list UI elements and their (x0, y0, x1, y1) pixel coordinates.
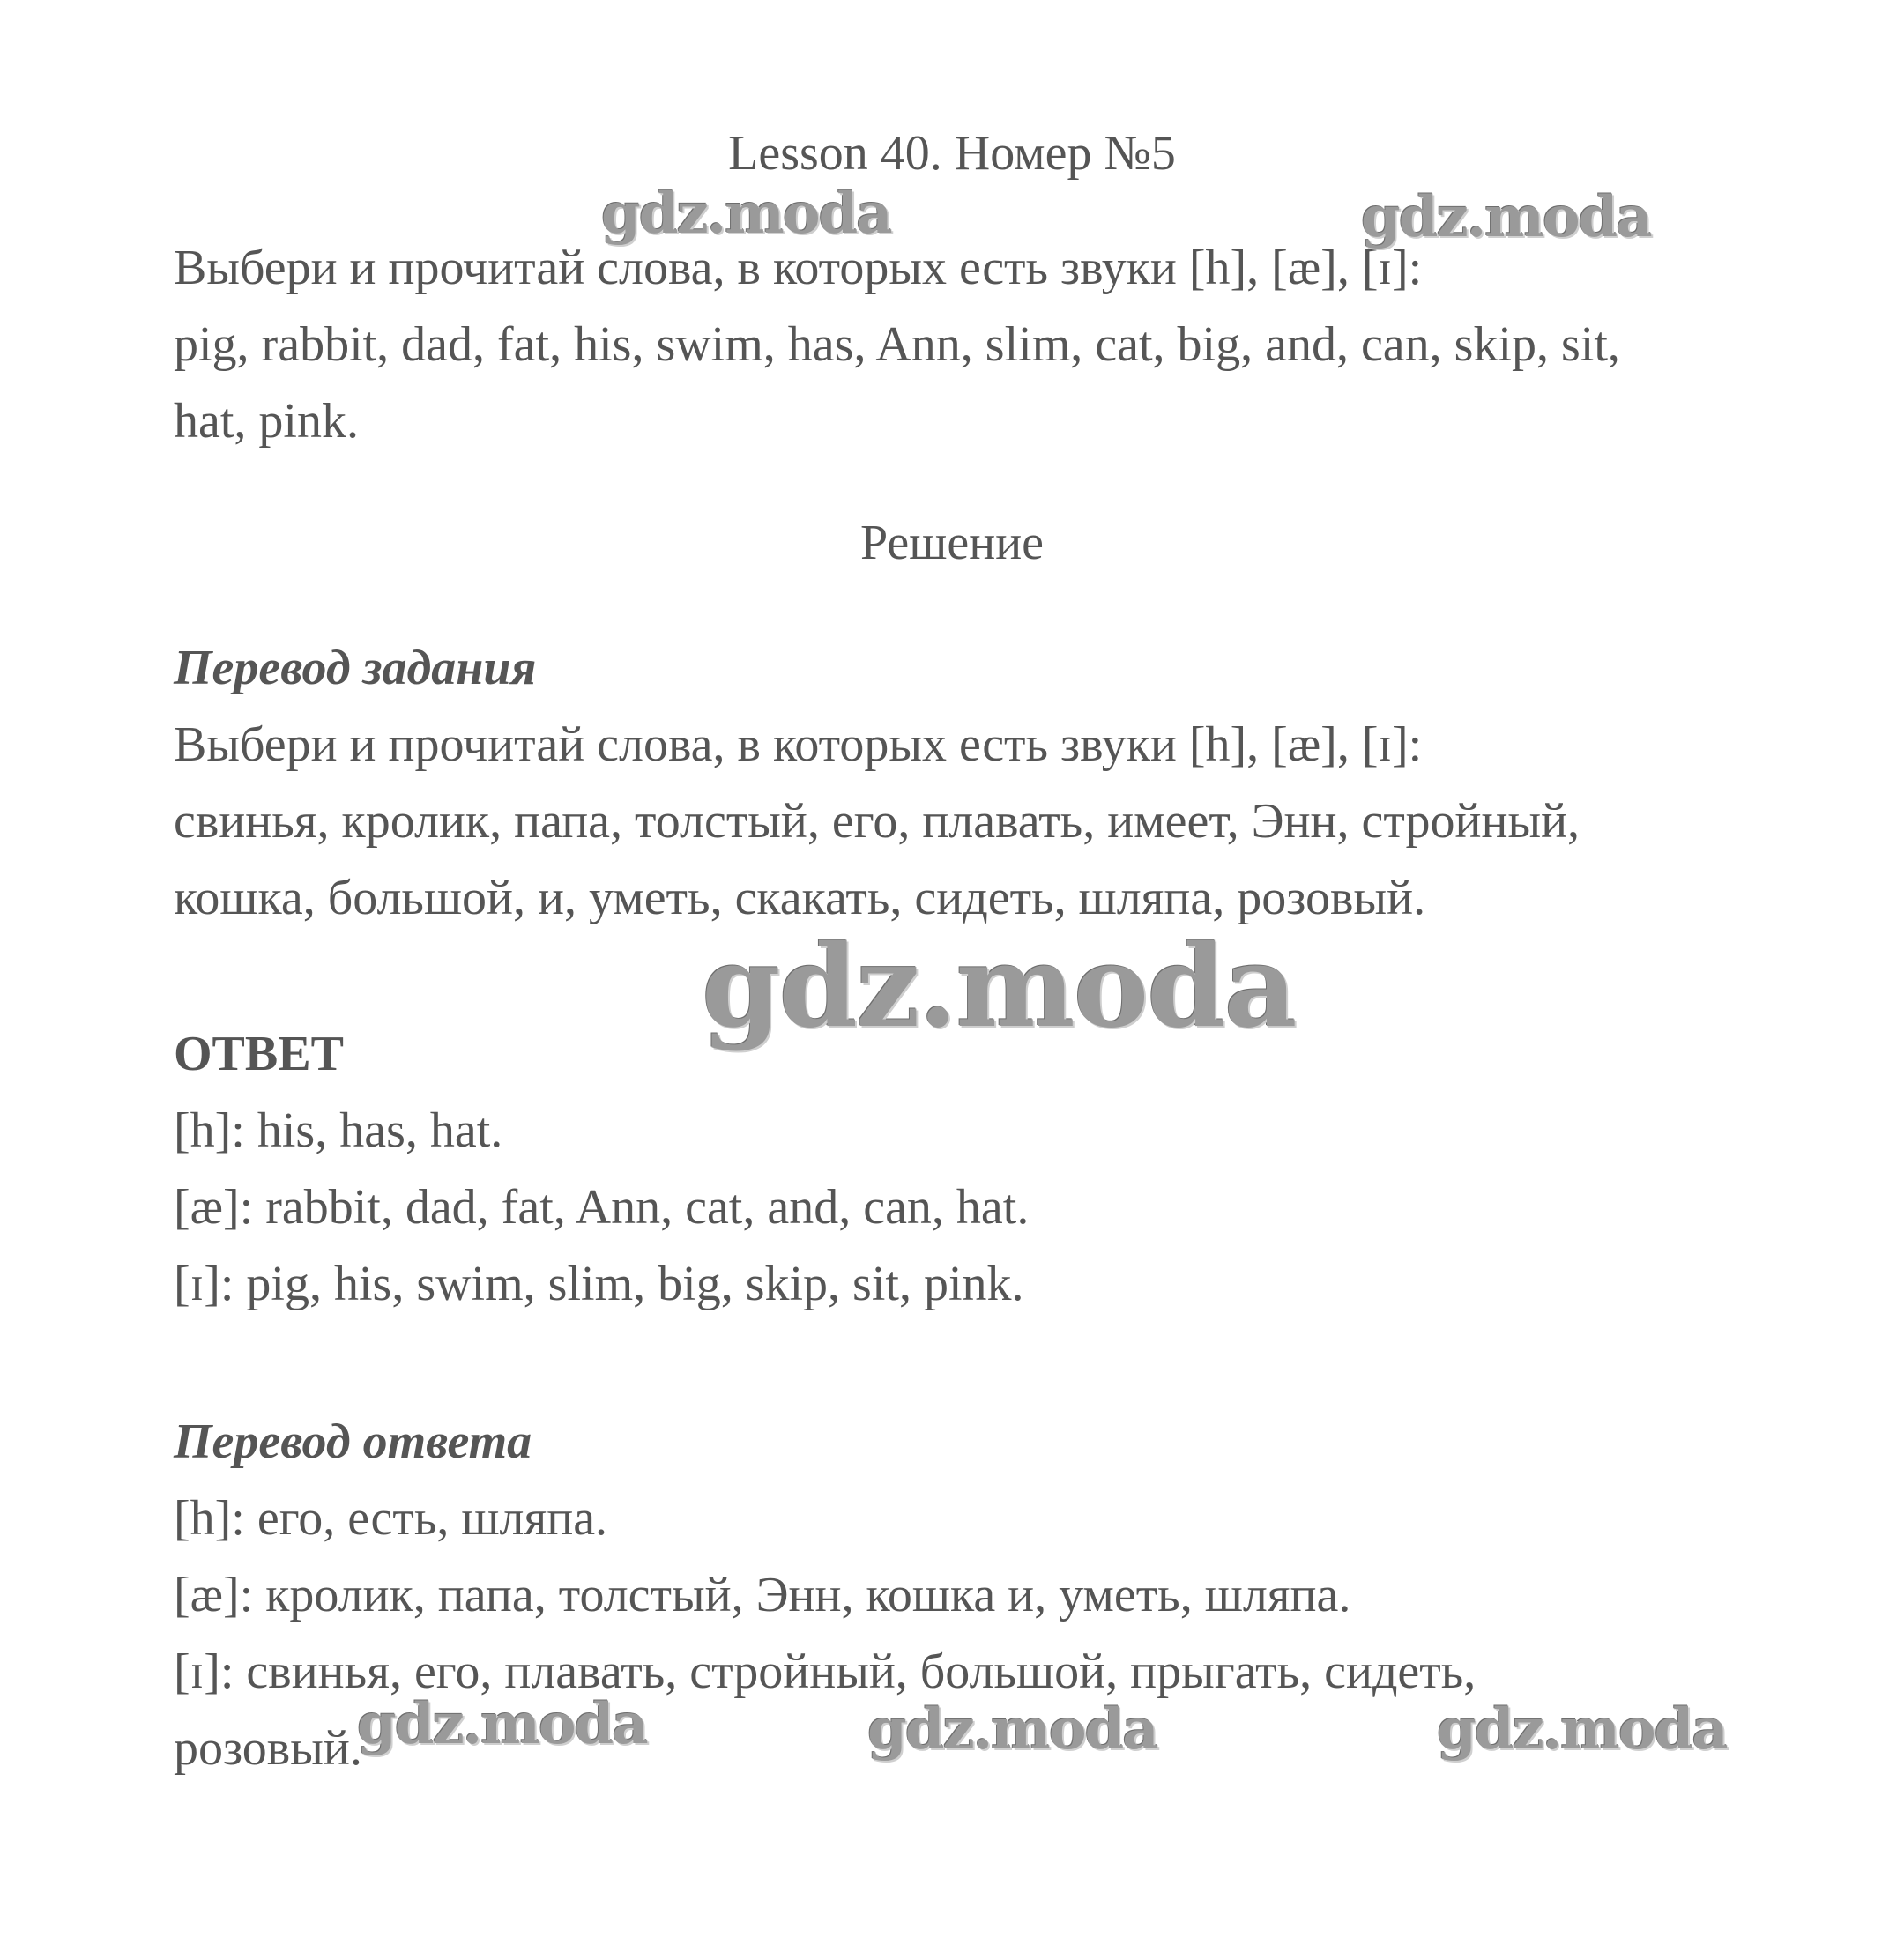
answer-translation-h: [h]: его, есть, шляпа. (174, 1491, 608, 1546)
page-title: Lesson 40. Номер №5 (728, 126, 1176, 181)
solution-heading: Решение (859, 516, 1045, 570)
task-words-line-2: hat, pink. (174, 394, 359, 449)
task-translation-line-3: кошка, большой, и, уметь, скакать, сидеть, шляпа, розовый. (174, 871, 1426, 925)
watermark-logo: gdz.moda (702, 921, 1296, 1053)
task-translation-line-1: Выбери и прочитай слова, в которых есть звуки [h], [æ], [ɪ]: (174, 717, 1423, 772)
watermark-logo: gdz.moda (867, 1696, 1157, 1763)
answer-heading: ОТВЕТ (174, 1027, 344, 1081)
task-translation-line-2: свинья, кролик, папа, толстый, его, плавать, имеет, Энн, стройный, (174, 794, 1580, 849)
watermark-logo: gdz.moda (357, 1691, 647, 1757)
task-words-line-1: pig, rabbit, dad, fat, his, swim, has, Ann, slim, cat, big, and, can, skip, sit, (174, 317, 1620, 372)
watermark-logo: gdz.moda (1437, 1696, 1727, 1763)
task-translation-heading: Перевод задания (174, 641, 537, 695)
watermark-logo: gdz.moda (601, 181, 891, 247)
answer-ae-sound: [æ]: rabbit, dad, fat, Ann, cat, and, can, hat. (174, 1180, 1030, 1235)
answer-translation-i-line-2: розовый. (174, 1721, 362, 1776)
answer-h-sound: [h]: his, has, hat. (174, 1103, 503, 1158)
watermark-logo: gdz.moda (1361, 184, 1651, 250)
answer-translation-ae: [æ]: кролик, папа, толстый, Энн, кошка и, уметь, шляпа. (174, 1568, 1351, 1622)
answer-translation-i-line-1: [ɪ]: свинья, его, плавать, стройный, большой, прыгать, сидеть, (174, 1644, 1476, 1699)
answer-i-sound: [ɪ]: pig, his, swim, slim, big, skip, sit, pink. (174, 1257, 1024, 1311)
answer-translation-heading: Перевод ответа (174, 1414, 532, 1469)
task-prompt: Выбери и прочитай слова, в которых есть звуки [h], [æ], [ɪ]: (174, 241, 1423, 295)
